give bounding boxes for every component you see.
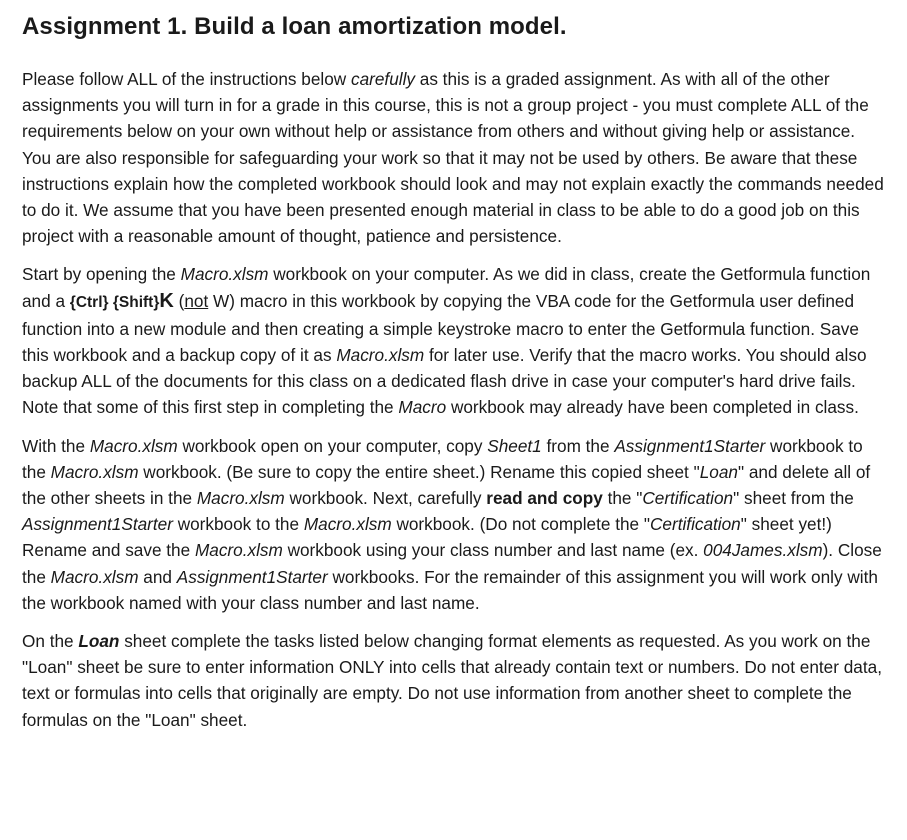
file-name: Macro.xlsm	[50, 566, 139, 587]
text-run: (	[173, 290, 185, 311]
text-run: the "	[602, 488, 643, 509]
file-name: Macro.xlsm	[303, 514, 392, 535]
text-run: from the	[541, 435, 615, 456]
text-run: workbook on your computer. As we did in class, create the Getformula function and a	[22, 264, 871, 311]
file-name: Macro.xlsm	[180, 264, 269, 285]
bold-text: read and copy	[486, 488, 603, 509]
file-name: Macro.xlsm	[336, 345, 425, 366]
file-name: Macro.xlsm	[89, 435, 178, 456]
shortcut-key: K	[159, 289, 174, 312]
text-run: workbook. Next, carefully	[284, 488, 487, 509]
copy-sheets-paragraph	[22, 433, 885, 616]
workbook-name: Assignment1Starter	[22, 514, 173, 535]
sheet-name: Certification	[650, 514, 741, 535]
intro-paragraph	[22, 66, 885, 249]
file-name: Macro.xlsm	[50, 461, 139, 482]
text-run: workbook to the	[172, 514, 304, 535]
page-title: Assignment 1. Build a loan amortization model.	[22, 13, 567, 40]
sheet-name: Certification	[642, 488, 734, 509]
workbook-name: Assignment1Starter	[614, 435, 766, 456]
sheet-name: Loan	[78, 631, 120, 652]
macro-setup-paragraph	[22, 261, 885, 420]
text-run: workbook to the	[22, 435, 863, 482]
file-name: Macro.xlsm	[194, 540, 283, 561]
underlined-text: not	[184, 290, 209, 311]
text-run: sheet complete the tasks listed below changing format elements as requested. As you work on the "Loan" sheet be sure to enter information ONLY into cells that already contain text or numbers. Do not enter data, text or formulas into cells that originally are empty. Do not use information from another sheet to complete the formulas on the "Loan" sheet.	[22, 631, 882, 730]
text-run: workbook using your class number and last name (ex.	[282, 540, 704, 561]
text-run: for later use. Verify that the macro works. You should also backup ALL of the documents for this class on a dedicated flash drive in case your computer's hard drive fails. Note that some of this first step in completing the	[22, 345, 867, 418]
text-run: " sheet yet!) Rename and save the	[22, 514, 832, 561]
text-run: W) macro in this workbook by copying the VBA code for the Getformula user defined function into a new module and then creating a simple keystroke macro to enter the Getformula function. Save this workbook and a backup copy of it as	[22, 290, 859, 366]
text-run: and	[138, 566, 177, 587]
text-run: Please follow ALL of the instructions below	[22, 69, 351, 89]
text-run: On the	[22, 631, 79, 652]
text-run: workbook open on your computer, copy	[177, 435, 488, 456]
text-run: workbook. (Do not complete the "	[391, 514, 650, 535]
workbook-name: Assignment1Starter	[176, 566, 328, 587]
text-run: " and delete all of the other sheets in the	[22, 461, 871, 509]
emphasis-text: carefully	[350, 69, 415, 89]
example-file-name: 004James.xlsm	[703, 540, 823, 561]
text-run: workbook. (Be sure to copy the entire sheet.) Rename this copied sheet "	[138, 461, 700, 482]
text-run: ). Close the	[22, 540, 882, 587]
text-run: " sheet from the	[733, 488, 854, 509]
loan-sheet-paragraph	[22, 628, 885, 733]
text-run: Start by opening the	[22, 264, 181, 285]
text-run: workbook may already have been completed in class.	[446, 397, 859, 418]
text-run: With the	[22, 435, 90, 456]
keyboard-shortcut: {Ctrl} {Shift}	[69, 293, 160, 311]
text-run: workbooks. For the remainder of this assignment you will work only with the workbook named with your class number and last name.	[22, 566, 878, 613]
file-name: Macro.xlsm	[196, 488, 285, 509]
workbook-name: Macro	[398, 397, 447, 418]
sheet-name: Loan	[699, 461, 738, 482]
sheet-name: Sheet1	[487, 435, 542, 456]
text-run: as this is a graded assignment. As with all of the other assignments you will turn in for a grade in this course, this is not a group project - you must complete ALL of the requirements below on your own without help or assistance from others and without giving help or assistance. You are also responsible for safeguarding your work so that it may not be used by others. Be aware that these instructions explain how the completed workbook should look and may not explain exactly the commands needed to do it. We assume that you have been presented enough material in class to be able to do a good job on this project with a reasonable amount of thought, patience and persistence.	[22, 69, 884, 247]
